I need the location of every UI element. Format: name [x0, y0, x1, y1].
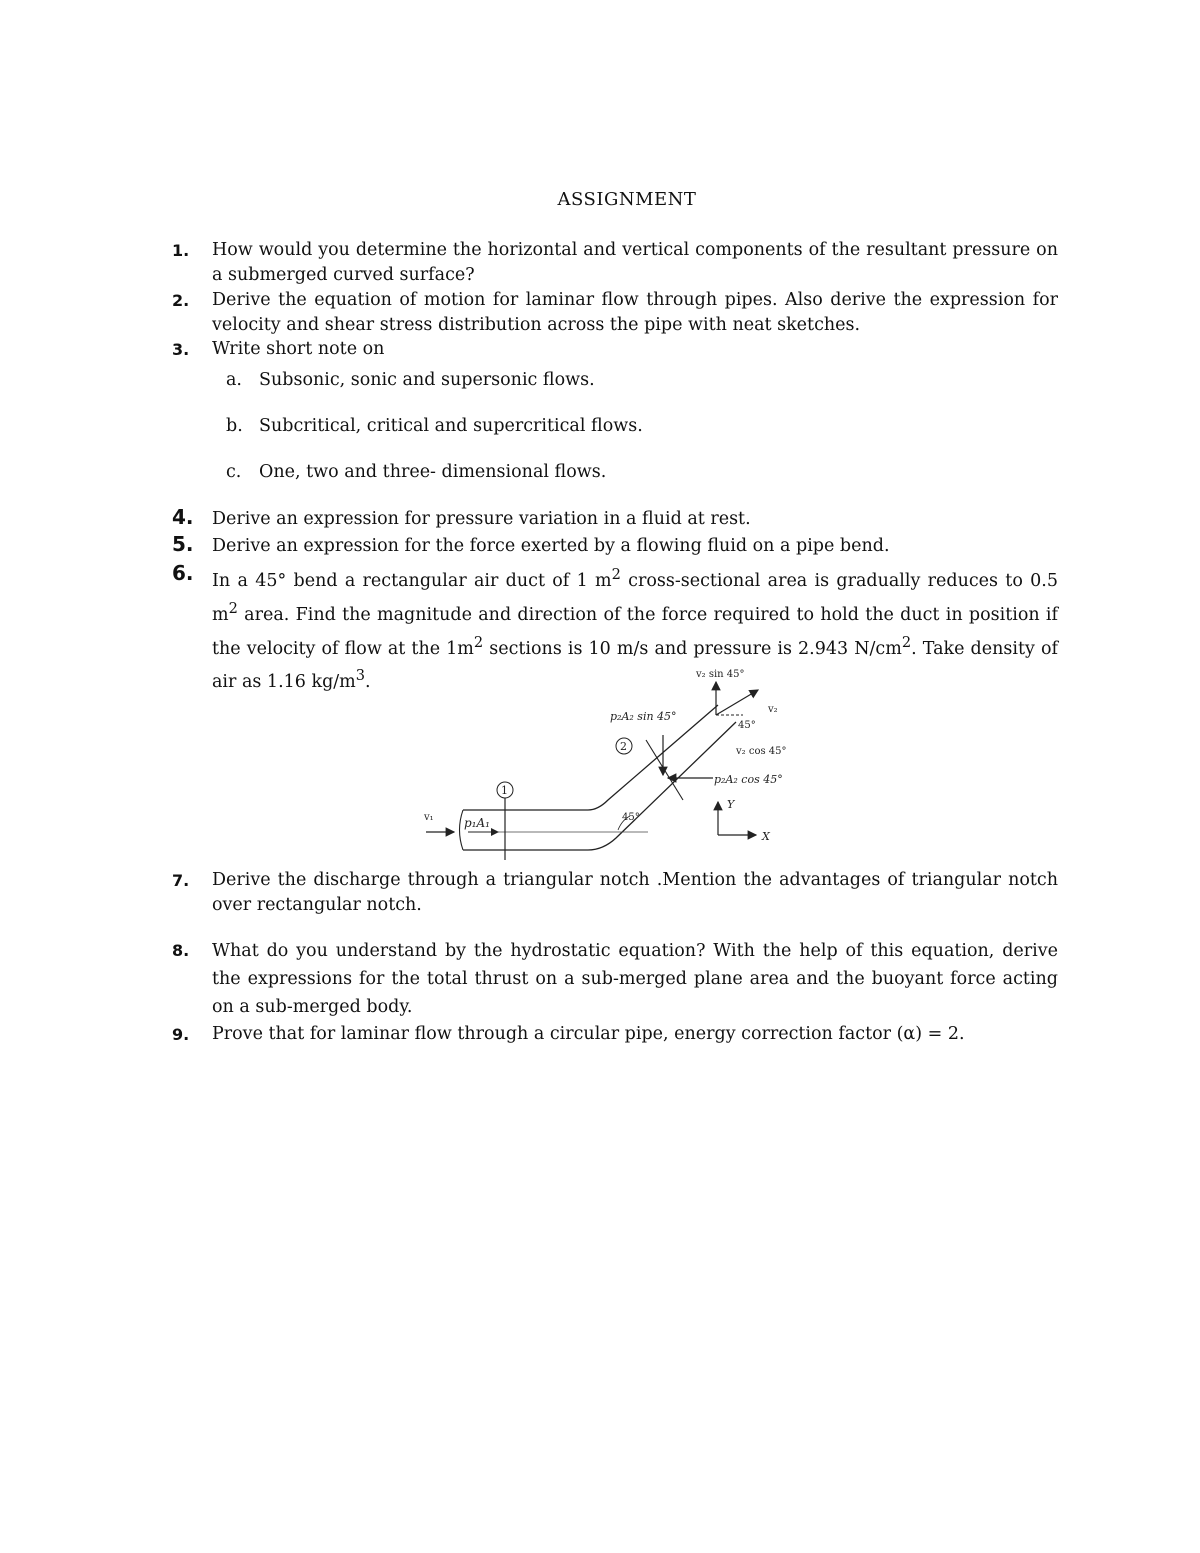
pipe-bend-figure: [418, 660, 798, 865]
subitem-letter: b.: [226, 416, 243, 436]
question-number: 7.: [172, 871, 190, 890]
subitem-c: [226, 460, 606, 485]
question-8: [172, 937, 1058, 1021]
angle-bottom-label: 45°: [622, 812, 640, 823]
v2-label: v₂: [768, 704, 778, 715]
question-text: Write short note on: [212, 339, 385, 359]
p2a2-cos-label: p₂A₂ cos 45°: [714, 773, 783, 786]
subitem-text: One, two and three- dimensional flows.: [259, 462, 607, 482]
question-text: Derive the discharge through a triangular notch .Mention the advantages of triangular notch over rectangular notch.: [212, 870, 1058, 915]
question-1: [172, 238, 1058, 288]
v2-cos-label: v₂ cos 45°: [736, 746, 787, 757]
question-number: 4.: [172, 505, 194, 529]
v2-arrow: [716, 690, 758, 715]
subitem-letter: c.: [226, 462, 242, 482]
question-5: [172, 534, 1058, 559]
question-number: 1.: [172, 241, 190, 260]
question-text: In a 45° bend a rectangular air duct of 1 $m^2$ cross-sectional area is gradually reduces to 0.5 $m^2$ area. Find the magnitude and direction of the force required to hold the duct in position if the velocity of flow at the $1m^2$ sections is 10 m/s and pressure is 2.943 $N/cm^2$. Take density of air as 1.16 $kg/m^3$.: [212, 566, 1058, 693]
v1-label: v₁: [424, 812, 434, 823]
question-text: Prove that for laminar flow through a circular pipe, energy correction factor (α) = 2.: [212, 1024, 965, 1044]
x-axis-label: X: [762, 830, 770, 843]
section-1-label: 1: [501, 784, 508, 797]
question-text: Derive an expression for the force exerted by a flowing fluid on a pipe bend.: [212, 536, 890, 556]
v2-sin-label: v₂ sin 45°: [696, 669, 745, 680]
question-text: Derive an expression for pressure variation in a fluid at rest.: [212, 509, 751, 529]
question-number: 3.: [172, 340, 190, 359]
subitem-text: Subsonic, sonic and supersonic flows.: [259, 370, 595, 390]
question-number: 9.: [172, 1025, 190, 1044]
question-number: 5.: [172, 532, 194, 556]
question-text: What do you understand by the hydrostatic equation? With the help of this equation, derive the expressions for the total thrust on a sub-merged plane area and the buoyant force acting on a sub-merged body.: [212, 941, 1058, 1017]
p1a1-label: p₁A₁: [464, 816, 490, 830]
question-text: How would you determine the horizontal and vertical components of the resultant pressure on a submerged curved surface?: [212, 240, 1058, 285]
question-3: [172, 337, 1058, 362]
subitem-text: Subcritical, critical and supercritical flows.: [259, 416, 643, 436]
question-2: [172, 288, 1058, 338]
question-number: 6.: [172, 561, 194, 585]
angle-top-label: 45°: [738, 720, 756, 731]
y-axis-label: Y: [727, 798, 735, 811]
question-7: [172, 868, 1058, 918]
question-9: [172, 1022, 1058, 1047]
subitem-b: [226, 414, 643, 439]
question-text: Derive the equation of motion for laminar flow through pipes. Also derive the expression for velocity and shear stress distribution across the pipe with neat sketches.: [212, 290, 1058, 335]
section-2-label: 2: [620, 740, 627, 753]
page-title: ASSIGNMENT: [557, 189, 697, 210]
question-number: 8.: [172, 941, 190, 960]
subitem-a: [226, 368, 595, 393]
p2a2-sin-label: p₂A₂ sin 45°: [610, 710, 677, 723]
question-4: [172, 507, 1058, 532]
subitem-letter: a.: [226, 370, 242, 390]
question-number: 2.: [172, 291, 190, 310]
